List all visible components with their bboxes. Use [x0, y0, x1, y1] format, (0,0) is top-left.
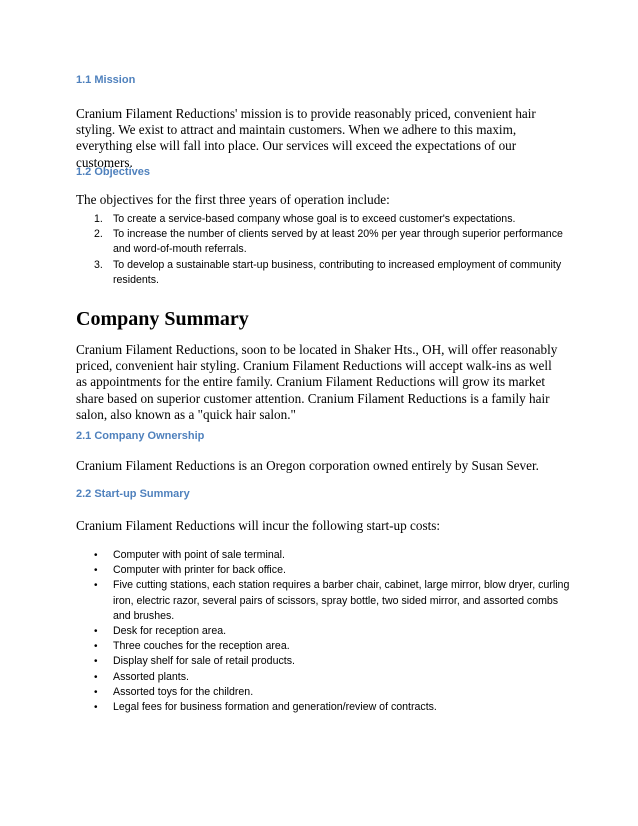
list-item-text: Assorted toys for the children.	[113, 685, 254, 698]
list-item-text: To create a service-based company whose goal is to exceed customer's expectations.	[113, 213, 516, 225]
list-item-text: Computer with printer for back office.	[113, 564, 286, 577]
bullet-icon: •	[94, 702, 98, 714]
list-item-text: Display shelf for sale of retail products.	[113, 655, 295, 668]
list-item	[94, 639, 570, 654]
company-summary-paragraph: Cranium Filament Reductions, soon to be located in Shaker Hts., OH, will offer reasonably priced, convenient hair styling. Cranium Filament Reductions will accept walk-ins as well as appointments for the entire family. Cranium Filament Reductions will grow its market share based on superior customer attention. Cranium Filament Reductions is a family hair salon, also known as a "quick hair salon."	[76, 342, 558, 422]
list-item-text: Legal fees for business formation and generation/review of contracts.	[113, 701, 437, 714]
list-item	[94, 212, 570, 227]
bullet-icon: •	[94, 626, 98, 638]
list-item	[94, 685, 570, 700]
bullet-icon: •	[94, 671, 98, 683]
bullet-icon: •	[94, 656, 98, 668]
list-item	[94, 563, 570, 578]
list-number: 2.	[94, 228, 103, 241]
list-item	[94, 670, 570, 685]
startup-intro: Cranium Filament Reductions will incur the following start-up costs:	[76, 518, 441, 533]
list-item	[94, 578, 570, 624]
list-item	[94, 624, 570, 639]
bullet-icon: •	[94, 565, 98, 577]
objectives-intro: The objectives for the first three years of operation include:	[76, 192, 390, 207]
bullet-icon: •	[94, 686, 98, 698]
list-number: 1.	[94, 213, 103, 225]
list-item	[94, 227, 570, 257]
company-summary-heading: Company Summary	[76, 308, 249, 330]
list-item-text: Five cutting stations, each station requires a barber chair, cabinet, large mirror, blow dryer, curling iron, electric razor, several pairs of scissors, spray bottle, two sided mirror, and assorted combs and brushes.	[113, 579, 570, 622]
list-item	[94, 700, 570, 715]
list-item-text: Assorted plants.	[113, 670, 189, 683]
mission-paragraph: Cranium Filament Reductions' mission is to provide reasonably priced, convenient hair styling. We exist to attract and maintain customers. When we adhere to this maxim, everything else will fall into place. Our services will exceed the expectations of our customers.	[76, 106, 536, 170]
list-number: 3.	[94, 258, 103, 271]
list-item-text: Desk for reception area.	[113, 625, 227, 638]
list-item	[94, 548, 570, 563]
ownership-heading: 2.1 Company Ownership	[76, 430, 205, 442]
list-item-text: To develop a sustainable start-up business, contributing to increased employment of community residents.	[113, 258, 562, 286]
list-item-text: To increase the number of clients served by at least 20% per year through superior performance and word-of-mouth referrals.	[113, 228, 563, 256]
bullet-icon: •	[94, 641, 98, 653]
objectives-list	[94, 212, 570, 288]
bullet-icon: •	[94, 550, 98, 561]
ownership-paragraph: Cranium Filament Reductions is an Oregon corporation owned entirely by Susan Sever.	[76, 458, 539, 473]
bullet-icon: •	[94, 580, 98, 592]
startup-heading: 2.2 Start-up Summary	[76, 488, 190, 500]
startup-cost-list	[94, 548, 570, 715]
list-item	[94, 654, 570, 669]
list-item	[94, 258, 570, 288]
list-item-text: Computer with point of sale terminal.	[113, 549, 285, 561]
mission-heading: 1.1 Mission	[76, 74, 136, 86]
list-item-text: Three couches for the reception area.	[113, 640, 290, 653]
objectives-heading: 1.2 Objectives	[76, 166, 150, 178]
